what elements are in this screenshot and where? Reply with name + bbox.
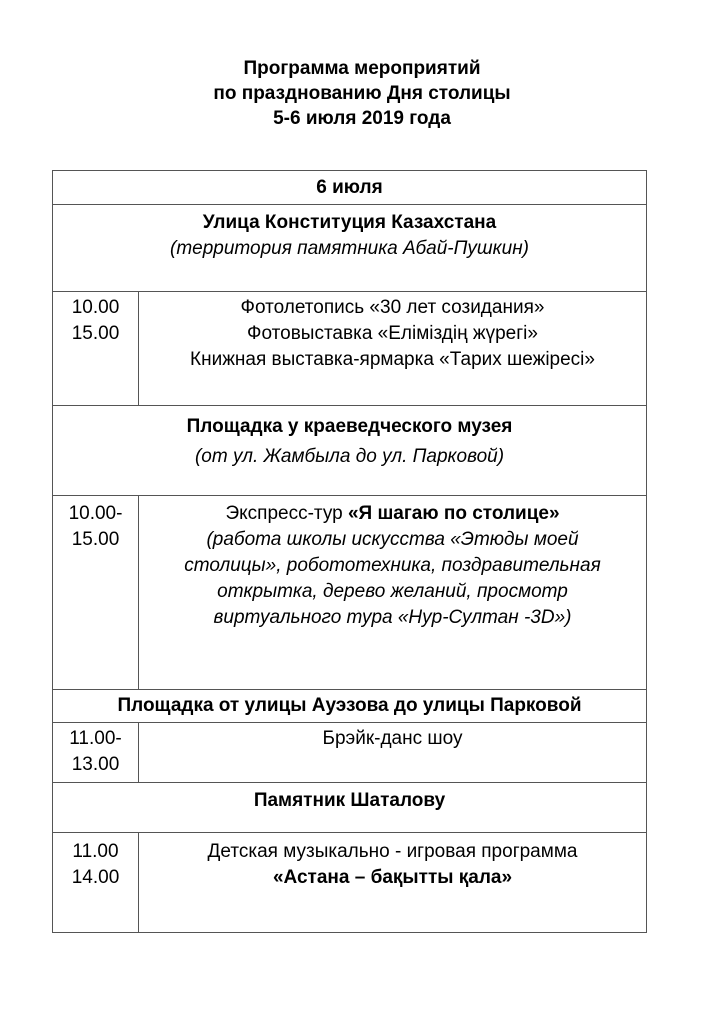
- venue-header: [53, 205, 647, 292]
- time-start: 11.00: [72, 841, 119, 862]
- event-title-bold: «Я шагаю по столице»: [347, 503, 560, 524]
- venue-header: [53, 406, 647, 496]
- venue-name: Улица Конституция Казахстана: [202, 212, 497, 233]
- event-description: [139, 833, 647, 933]
- schedule-table: [52, 170, 647, 933]
- title-line-2: по празднованию Дня столицы: [213, 83, 511, 104]
- day-row: [53, 171, 647, 205]
- event-title: [161, 501, 624, 527]
- time-start: 10.00: [71, 297, 120, 318]
- time-end: 13.00: [71, 754, 120, 775]
- event-description: Брэйк-данс шоу: [139, 723, 647, 783]
- event-title-bold: «Астана – бақытты қала»: [272, 867, 513, 888]
- event-time: [53, 833, 139, 933]
- event-item: Книжная выставка-ярмарка «Тарих шежіресі»: [190, 349, 595, 370]
- event-details: (работа школы искусства «Этюды моей столицы», робототехника, поздравительная открытка, дерево желаний, просмотр виртуального тура «Нур-Султан -3D»): [184, 529, 601, 628]
- venue-row: [53, 690, 647, 723]
- event-description: [139, 292, 647, 406]
- event-row: [53, 496, 647, 690]
- venue-row: [53, 205, 647, 292]
- title-line-1: Программа мероприятий: [243, 58, 481, 79]
- event-description: [139, 496, 647, 690]
- time-end: 15.00: [71, 323, 120, 344]
- title-line-3: 5-6 июля 2019 года: [273, 108, 451, 129]
- event-item: Фотовыставка «Еліміздің жүрегі»: [247, 323, 538, 344]
- event-item: Фотолетопись «30 лет созидания»: [240, 297, 545, 318]
- event-row: [53, 292, 647, 406]
- venue-name: Площадка у краеведческого музея: [186, 416, 513, 437]
- venue-subtitle: (от ул. Жамбыла до ул. Парковой): [194, 446, 505, 467]
- page-title: [0, 56, 724, 131]
- event-row: [53, 723, 647, 783]
- time-start: 10.00-: [68, 503, 123, 524]
- event-time: [53, 496, 139, 690]
- venue-subtitle: (территория памятника Абай-Пушкин): [170, 238, 529, 259]
- venue-row: [53, 783, 647, 833]
- time-end: 15.00: [71, 529, 120, 550]
- event-item: Детская музыкально - игровая программа: [207, 841, 578, 862]
- venue-header: Памятник Шаталову: [53, 783, 647, 833]
- event-row: [53, 833, 647, 933]
- time-start: 11.00-: [69, 728, 122, 749]
- day-header: 6 июля: [53, 171, 647, 205]
- venue-row: [53, 406, 647, 496]
- event-prefix: Экспресс-тур: [225, 503, 348, 524]
- event-time: [53, 723, 139, 783]
- venue-header: Площадка от улицы Ауэзова до улицы Парковой: [53, 690, 647, 723]
- event-time: [53, 292, 139, 406]
- time-end: 14.00: [71, 867, 120, 888]
